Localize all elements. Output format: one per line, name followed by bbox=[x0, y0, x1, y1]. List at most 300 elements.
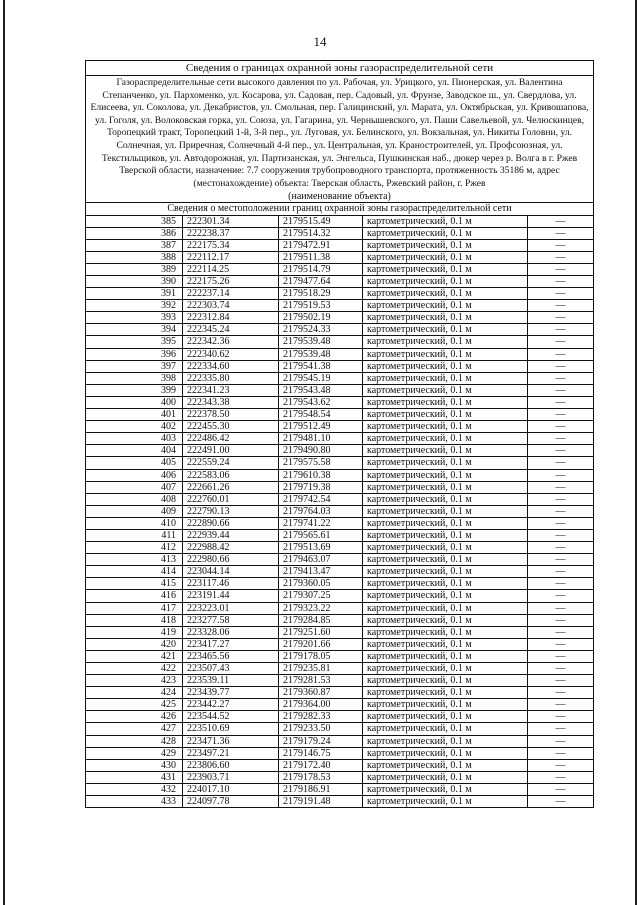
table-row bbox=[86, 324, 594, 336]
point-number: 420 bbox=[86, 638, 183, 650]
mark-cell: — bbox=[528, 493, 594, 505]
coord-y: 2179360.05 bbox=[279, 578, 363, 590]
method-cell: картометрический, 0.1 м bbox=[363, 771, 528, 783]
point-number: 405 bbox=[86, 457, 183, 469]
coord-x: 222334.60 bbox=[183, 360, 279, 372]
coord-x: 222238.37 bbox=[183, 227, 279, 239]
method-cell: картометрический, 0.1 м bbox=[363, 445, 528, 457]
method-cell: картометрический, 0.1 м bbox=[363, 263, 528, 275]
table-row bbox=[86, 312, 594, 324]
table-title: Сведения о границах охранной зоны газораспределительной сети bbox=[86, 61, 594, 76]
method-cell: картометрический, 0.1 м bbox=[363, 699, 528, 711]
method-cell: картометрический, 0.1 м bbox=[363, 336, 528, 348]
coord-y: 2179514.32 bbox=[279, 227, 363, 239]
method-cell: картометрический, 0.1 м bbox=[363, 457, 528, 469]
coord-y: 2179543.48 bbox=[279, 384, 363, 396]
point-number: 395 bbox=[86, 336, 183, 348]
table-row bbox=[86, 554, 594, 566]
method-cell: картометрический, 0.1 м bbox=[363, 542, 528, 554]
mark-cell: — bbox=[528, 505, 594, 517]
mark-cell: — bbox=[528, 566, 594, 578]
table-row bbox=[86, 433, 594, 445]
point-number: 407 bbox=[86, 481, 183, 493]
table-row bbox=[86, 300, 594, 312]
method-cell: картометрический, 0.1 м bbox=[363, 215, 528, 227]
point-number: 413 bbox=[86, 554, 183, 566]
method-cell: картометрический, 0.1 м bbox=[363, 276, 528, 288]
point-number: 423 bbox=[86, 675, 183, 687]
coord-x: 222890.66 bbox=[183, 517, 279, 529]
table-row bbox=[86, 542, 594, 554]
table-row bbox=[86, 602, 594, 614]
scan-edge-right bbox=[635, 0, 637, 905]
table-row bbox=[86, 723, 594, 735]
table-row bbox=[86, 445, 594, 457]
point-number: 401 bbox=[86, 409, 183, 421]
method-cell: картометрический, 0.1 м bbox=[363, 409, 528, 421]
point-number: 421 bbox=[86, 650, 183, 662]
mark-cell: — bbox=[528, 300, 594, 312]
coord-y: 2179284.85 bbox=[279, 614, 363, 626]
coord-x: 223417.27 bbox=[183, 638, 279, 650]
coord-y: 2179565.61 bbox=[279, 529, 363, 541]
object-caption: (наименование объекта) bbox=[86, 191, 594, 203]
coord-y: 2179741.22 bbox=[279, 517, 363, 529]
point-number: 409 bbox=[86, 505, 183, 517]
table-row bbox=[86, 566, 594, 578]
mark-cell: — bbox=[528, 384, 594, 396]
table-row bbox=[86, 227, 594, 239]
point-number: 412 bbox=[86, 542, 183, 554]
table-row bbox=[86, 360, 594, 372]
point-number: 400 bbox=[86, 396, 183, 408]
coord-y: 2179178.05 bbox=[279, 650, 363, 662]
point-number: 427 bbox=[86, 723, 183, 735]
point-number: 397 bbox=[86, 360, 183, 372]
coord-x: 224017.10 bbox=[183, 783, 279, 795]
coord-x: 223277.58 bbox=[183, 614, 279, 626]
method-cell: картометрический, 0.1 м bbox=[363, 590, 528, 602]
coord-x: 222661.26 bbox=[183, 481, 279, 493]
table-row bbox=[86, 421, 594, 433]
table-row bbox=[86, 396, 594, 408]
coord-x: 223465.56 bbox=[183, 650, 279, 662]
method-cell: картометрический, 0.1 м bbox=[363, 711, 528, 723]
mark-cell: — bbox=[528, 542, 594, 554]
coord-y: 2179282.33 bbox=[279, 711, 363, 723]
mark-cell: — bbox=[528, 529, 594, 541]
coord-x: 222988.42 bbox=[183, 542, 279, 554]
point-number: 418 bbox=[86, 614, 183, 626]
coord-y: 2179519.53 bbox=[279, 300, 363, 312]
mark-cell: — bbox=[528, 578, 594, 590]
method-cell: картометрический, 0.1 м bbox=[363, 360, 528, 372]
coord-y: 2179281.53 bbox=[279, 675, 363, 687]
point-number: 402 bbox=[86, 421, 183, 433]
method-cell: картометрический, 0.1 м bbox=[363, 421, 528, 433]
point-number: 416 bbox=[86, 590, 183, 602]
method-cell: картометрический, 0.1 м bbox=[363, 348, 528, 360]
method-cell: картометрический, 0.1 м bbox=[363, 566, 528, 578]
mark-cell: — bbox=[528, 276, 594, 288]
coord-y: 2179524.33 bbox=[279, 324, 363, 336]
point-number: 432 bbox=[86, 783, 183, 795]
table-row bbox=[86, 372, 594, 384]
coord-y: 2179364.00 bbox=[279, 699, 363, 711]
coord-y: 2179575.58 bbox=[279, 457, 363, 469]
coord-x: 222378.50 bbox=[183, 409, 279, 421]
coord-y: 2179477.64 bbox=[279, 276, 363, 288]
point-number: 399 bbox=[86, 384, 183, 396]
point-number: 403 bbox=[86, 433, 183, 445]
coord-y: 2179233.50 bbox=[279, 723, 363, 735]
coord-x: 222303.74 bbox=[183, 300, 279, 312]
coord-x: 223223.01 bbox=[183, 602, 279, 614]
method-cell: картометрический, 0.1 м bbox=[363, 481, 528, 493]
point-number: 428 bbox=[86, 735, 183, 747]
table-row bbox=[86, 469, 594, 481]
coord-x: 222114.25 bbox=[183, 263, 279, 275]
point-number: 430 bbox=[86, 759, 183, 771]
coord-x: 223471.36 bbox=[183, 735, 279, 747]
table-row bbox=[86, 288, 594, 300]
method-cell: картометрический, 0.1 м bbox=[363, 554, 528, 566]
method-cell: картометрический, 0.1 м bbox=[363, 324, 528, 336]
table-row bbox=[86, 735, 594, 747]
coord-x: 222342.36 bbox=[183, 336, 279, 348]
table-row bbox=[86, 747, 594, 759]
table-row bbox=[86, 650, 594, 662]
coord-x: 223507.43 bbox=[183, 663, 279, 675]
point-number: 424 bbox=[86, 687, 183, 699]
mark-cell: — bbox=[528, 348, 594, 360]
method-cell: картометрический, 0.1 м bbox=[363, 663, 528, 675]
method-cell: картометрический, 0.1 м bbox=[363, 384, 528, 396]
coord-y: 2179179.24 bbox=[279, 735, 363, 747]
method-cell: картометрический, 0.1 м bbox=[363, 626, 528, 638]
mark-cell: — bbox=[528, 796, 594, 808]
mark-cell: — bbox=[528, 783, 594, 795]
method-cell: картометрический, 0.1 м bbox=[363, 650, 528, 662]
mark-cell: — bbox=[528, 409, 594, 421]
coord-y: 2179323.22 bbox=[279, 602, 363, 614]
coord-y: 2179548.54 bbox=[279, 409, 363, 421]
location-header-row bbox=[86, 203, 594, 215]
coord-x: 222312.84 bbox=[183, 312, 279, 324]
method-cell: картометрический, 0.1 м bbox=[363, 396, 528, 408]
point-number: 410 bbox=[86, 517, 183, 529]
coord-y: 2179191.48 bbox=[279, 796, 363, 808]
point-number: 396 bbox=[86, 348, 183, 360]
point-number: 422 bbox=[86, 663, 183, 675]
mark-cell: — bbox=[528, 445, 594, 457]
coord-x: 223117.46 bbox=[183, 578, 279, 590]
coord-x: 222175.26 bbox=[183, 276, 279, 288]
coord-y: 2179146.75 bbox=[279, 747, 363, 759]
boundary-table-sheet bbox=[85, 60, 593, 808]
table-row bbox=[86, 336, 594, 348]
scan-edge-left bbox=[3, 0, 5, 905]
mark-cell: — bbox=[528, 227, 594, 239]
coord-y: 2179463.07 bbox=[279, 554, 363, 566]
coord-y: 2179502.19 bbox=[279, 312, 363, 324]
coord-x: 223539.11 bbox=[183, 675, 279, 687]
table-row bbox=[86, 529, 594, 541]
mark-cell: — bbox=[528, 372, 594, 384]
point-number: 393 bbox=[86, 312, 183, 324]
method-cell: картометрический, 0.1 м bbox=[363, 312, 528, 324]
coord-y: 2179543.62 bbox=[279, 396, 363, 408]
coord-y: 2179610.38 bbox=[279, 469, 363, 481]
method-cell: картометрический, 0.1 м bbox=[363, 687, 528, 699]
method-cell: картометрический, 0.1 м bbox=[363, 433, 528, 445]
table-row bbox=[86, 614, 594, 626]
coord-x: 223442.27 bbox=[183, 699, 279, 711]
coord-y: 2179514.79 bbox=[279, 263, 363, 275]
title-row bbox=[86, 61, 594, 76]
mark-cell: — bbox=[528, 663, 594, 675]
page-number: 14 bbox=[313, 34, 327, 49]
mark-cell: — bbox=[528, 288, 594, 300]
table-row bbox=[86, 263, 594, 275]
point-number: 414 bbox=[86, 566, 183, 578]
mark-cell: — bbox=[528, 469, 594, 481]
object-description: Газораспределительные сети высокого давления по ул. Рабочая, ул. Урицкого, ул. Пионерская, ул. Валентина Степанченко, ул. Пархоменко, ул. Косарова, ул. Садовая, пер. Садовый, ул. Фрунзе, Заводское ш., ул. Свердлова, ул. Елисеева, ул. Соколова, ул. Декабристов, ул. Смольная, пер. Галицинский, ул. Марата, ул. Октябрьская, ул. Кривошапова, ул. Гоголя, ул. Волоковская горка, ул. Союза, ул. Гагарина, ул. Чернышевского, ул. Паши Савельевой, ул. Челюскинцев, Торопецкий тракт, Торопецкий 1-й, 3-й пер., ул. Луговая, ул. Белинского, ул. Вокзальная, ул. Никиты Головни, ул. Солнечная, ул. Приречная, Солнечный 4-й пер., ул. Центральная, ул. Краностроителей, ул. Профсоюзная, ул. Текстильщиков, ул. Автодорожная, ул. Партизанская, ул. Энгельса, Пушкинская наб., дюкер через р. Волга в г. Ржев Тверской области, назначение: 7.7 сооружения трубопроводного транспорта, протяженность 35186 м, адрес (местонахождение) объекта: Тверская область, Ржевский район, г. Ржев bbox=[86, 76, 594, 192]
mark-cell: — bbox=[528, 360, 594, 372]
coord-y: 2179515.49 bbox=[279, 215, 363, 227]
table-row bbox=[86, 687, 594, 699]
point-number: 392 bbox=[86, 300, 183, 312]
table-row bbox=[86, 759, 594, 771]
table-row bbox=[86, 384, 594, 396]
mark-cell: — bbox=[528, 638, 594, 650]
coord-y: 2179307.25 bbox=[279, 590, 363, 602]
coord-x: 222175.34 bbox=[183, 239, 279, 251]
mark-cell: — bbox=[528, 626, 594, 638]
coord-x: 222112.17 bbox=[183, 251, 279, 263]
coord-y: 2179472.91 bbox=[279, 239, 363, 251]
coord-x: 223439.77 bbox=[183, 687, 279, 699]
point-number: 387 bbox=[86, 239, 183, 251]
table-row bbox=[86, 771, 594, 783]
point-number: 404 bbox=[86, 445, 183, 457]
mark-cell: — bbox=[528, 517, 594, 529]
table-row bbox=[86, 783, 594, 795]
table-row bbox=[86, 251, 594, 263]
coord-x: 222455.30 bbox=[183, 421, 279, 433]
boundary-table bbox=[85, 60, 594, 808]
method-cell: картометрический, 0.1 м bbox=[363, 602, 528, 614]
coord-x: 223044.14 bbox=[183, 566, 279, 578]
table-row bbox=[86, 276, 594, 288]
mark-cell: — bbox=[528, 723, 594, 735]
point-number: 406 bbox=[86, 469, 183, 481]
method-cell: картометрический, 0.1 м bbox=[363, 288, 528, 300]
coord-x: 222559.24 bbox=[183, 457, 279, 469]
point-number: 398 bbox=[86, 372, 183, 384]
mark-cell: — bbox=[528, 457, 594, 469]
point-number: 386 bbox=[86, 227, 183, 239]
coord-x: 223191.44 bbox=[183, 590, 279, 602]
coord-y: 2179539.48 bbox=[279, 348, 363, 360]
mark-cell: — bbox=[528, 735, 594, 747]
table-row bbox=[86, 481, 594, 493]
coord-y: 2179235.81 bbox=[279, 663, 363, 675]
coord-x: 222980.66 bbox=[183, 554, 279, 566]
coord-y: 2179186.91 bbox=[279, 783, 363, 795]
coord-x: 222341.23 bbox=[183, 384, 279, 396]
description-row bbox=[86, 76, 594, 192]
point-number: 415 bbox=[86, 578, 183, 590]
point-number: 426 bbox=[86, 711, 183, 723]
coord-y: 2179413.47 bbox=[279, 566, 363, 578]
coord-x: 223510.69 bbox=[183, 723, 279, 735]
mark-cell: — bbox=[528, 759, 594, 771]
coord-x: 222345.24 bbox=[183, 324, 279, 336]
method-cell: картометрический, 0.1 м bbox=[363, 469, 528, 481]
method-cell: картометрический, 0.1 м bbox=[363, 614, 528, 626]
coord-x: 223328.06 bbox=[183, 626, 279, 638]
method-cell: картометрический, 0.1 м bbox=[363, 493, 528, 505]
point-number: 390 bbox=[86, 276, 183, 288]
coord-x: 223544.52 bbox=[183, 711, 279, 723]
table-row bbox=[86, 239, 594, 251]
coord-x: 222343.38 bbox=[183, 396, 279, 408]
mark-cell: — bbox=[528, 263, 594, 275]
method-cell: картометрический, 0.1 м bbox=[363, 747, 528, 759]
point-number: 417 bbox=[86, 602, 183, 614]
coord-y: 2179490.80 bbox=[279, 445, 363, 457]
method-cell: картометрический, 0.1 м bbox=[363, 529, 528, 541]
coord-x: 224097.78 bbox=[183, 796, 279, 808]
method-cell: картометрический, 0.1 м bbox=[363, 796, 528, 808]
table-row bbox=[86, 663, 594, 675]
method-cell: картометрический, 0.1 м bbox=[363, 638, 528, 650]
method-cell: картометрический, 0.1 м bbox=[363, 723, 528, 735]
coord-y: 2179178.53 bbox=[279, 771, 363, 783]
coord-x: 222340.62 bbox=[183, 348, 279, 360]
mark-cell: — bbox=[528, 590, 594, 602]
table-row bbox=[86, 699, 594, 711]
method-cell: картометрический, 0.1 м bbox=[363, 251, 528, 263]
mark-cell: — bbox=[528, 711, 594, 723]
coord-y: 2179513.69 bbox=[279, 542, 363, 554]
mark-cell: — bbox=[528, 324, 594, 336]
table-row bbox=[86, 348, 594, 360]
coord-x: 222790.13 bbox=[183, 505, 279, 517]
mark-cell: — bbox=[528, 687, 594, 699]
method-cell: картометрический, 0.1 м bbox=[363, 300, 528, 312]
mark-cell: — bbox=[528, 771, 594, 783]
coord-y: 2179539.48 bbox=[279, 336, 363, 348]
coord-x: 222583.06 bbox=[183, 469, 279, 481]
mark-cell: — bbox=[528, 747, 594, 759]
coord-y: 2179511.38 bbox=[279, 251, 363, 263]
method-cell: картометрический, 0.1 м bbox=[363, 239, 528, 251]
point-number: 429 bbox=[86, 747, 183, 759]
coord-x: 222760.01 bbox=[183, 493, 279, 505]
coord-x: 222486.42 bbox=[183, 433, 279, 445]
method-cell: картометрический, 0.1 м bbox=[363, 735, 528, 747]
mark-cell: — bbox=[528, 699, 594, 711]
point-number: 385 bbox=[86, 215, 183, 227]
method-cell: картометрический, 0.1 м bbox=[363, 505, 528, 517]
mark-cell: — bbox=[528, 554, 594, 566]
table-row bbox=[86, 578, 594, 590]
coord-y: 2179481.10 bbox=[279, 433, 363, 445]
coord-x: 223497.21 bbox=[183, 747, 279, 759]
mark-cell: — bbox=[528, 396, 594, 408]
coord-y: 2179545.19 bbox=[279, 372, 363, 384]
mark-cell: — bbox=[528, 602, 594, 614]
mark-cell: — bbox=[528, 215, 594, 227]
method-cell: картометрический, 0.1 м bbox=[363, 227, 528, 239]
mark-cell: — bbox=[528, 336, 594, 348]
coord-y: 2179201.66 bbox=[279, 638, 363, 650]
table-row bbox=[86, 505, 594, 517]
coord-x: 223903.71 bbox=[183, 771, 279, 783]
table-row bbox=[86, 626, 594, 638]
mark-cell: — bbox=[528, 239, 594, 251]
point-number: 389 bbox=[86, 263, 183, 275]
mark-cell: — bbox=[528, 433, 594, 445]
mark-cell: — bbox=[528, 251, 594, 263]
mark-cell: — bbox=[528, 675, 594, 687]
table-row bbox=[86, 215, 594, 227]
location-header: Сведения о местоположении границ охранной зоны газораспределительной сети bbox=[86, 203, 594, 215]
point-number: 419 bbox=[86, 626, 183, 638]
table-row bbox=[86, 796, 594, 808]
table-row bbox=[86, 711, 594, 723]
mark-cell: — bbox=[528, 650, 594, 662]
point-number: 411 bbox=[86, 529, 183, 541]
mark-cell: — bbox=[528, 614, 594, 626]
table-row bbox=[86, 517, 594, 529]
coord-y: 2179172.40 bbox=[279, 759, 363, 771]
point-number: 431 bbox=[86, 771, 183, 783]
method-cell: картометрический, 0.1 м bbox=[363, 759, 528, 771]
coord-y: 2179764.03 bbox=[279, 505, 363, 517]
coord-x: 222335.80 bbox=[183, 372, 279, 384]
method-cell: картометрический, 0.1 м bbox=[363, 578, 528, 590]
table-row bbox=[86, 457, 594, 469]
coord-y: 2179541.38 bbox=[279, 360, 363, 372]
coord-y: 2179719.38 bbox=[279, 481, 363, 493]
mark-cell: — bbox=[528, 481, 594, 493]
table-row bbox=[86, 675, 594, 687]
method-cell: картометрический, 0.1 м bbox=[363, 517, 528, 529]
table-row bbox=[86, 638, 594, 650]
method-cell: картометрический, 0.1 м bbox=[363, 675, 528, 687]
point-number: 425 bbox=[86, 699, 183, 711]
coord-x: 222237.14 bbox=[183, 288, 279, 300]
table-row bbox=[86, 409, 594, 421]
point-number: 433 bbox=[86, 796, 183, 808]
coord-x: 223806.60 bbox=[183, 759, 279, 771]
table-row bbox=[86, 493, 594, 505]
method-cell: картометрический, 0.1 м bbox=[363, 783, 528, 795]
point-number: 391 bbox=[86, 288, 183, 300]
coord-x: 222301.34 bbox=[183, 215, 279, 227]
method-cell: картометрический, 0.1 м bbox=[363, 372, 528, 384]
point-number: 394 bbox=[86, 324, 183, 336]
coord-x: 222939.44 bbox=[183, 529, 279, 541]
mark-cell: — bbox=[528, 312, 594, 324]
mark-cell: — bbox=[528, 421, 594, 433]
coord-x: 222491.00 bbox=[183, 445, 279, 457]
point-number: 388 bbox=[86, 251, 183, 263]
coord-y: 2179251.60 bbox=[279, 626, 363, 638]
